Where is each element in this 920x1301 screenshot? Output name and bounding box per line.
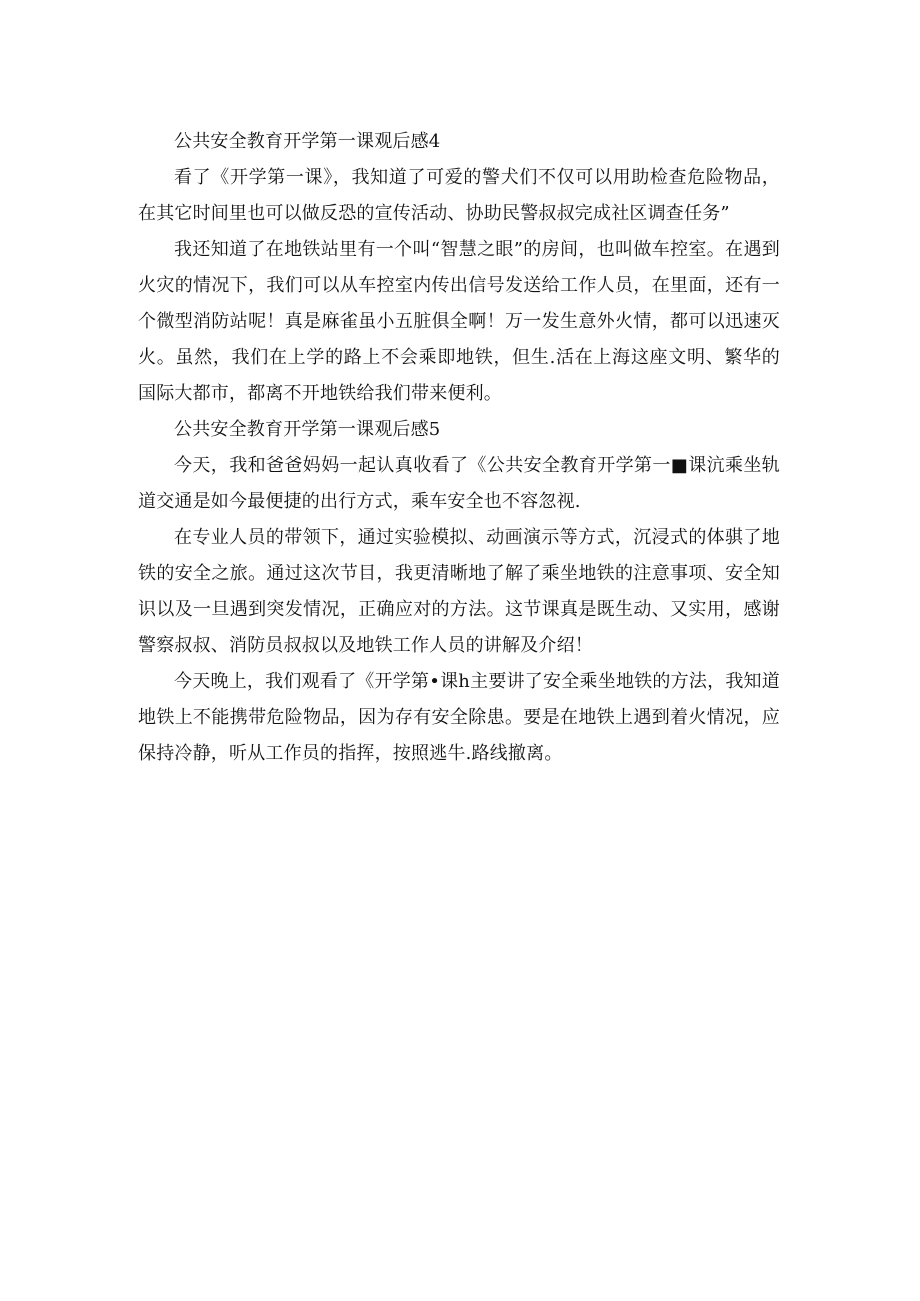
paragraph-control-room: 我还知道了在地铁站里有一个叫“智慧之眼”的房间，也叫做车控室。在遇到火灾的情况下，我们可以从车控室内传出信号发送给工作人员，在里面，还有一个微型消防站呢！真是麻雀虽小五脏俱全啊！万一发生意外火情，都可以迅速灭火。虽然，我们在上学的路上不会乘即地铁，但生.活在上海这座文明、繁华的国际大都市，都离不开地铁给我们带来便利。 [138, 239, 780, 404]
paragraph-police-dogs: 看了《开学第一课》，我知道了可爱的警犬们不仅可以用助检查危险物品，在其它时间里也可以做反恐的宣传活动、协助民警叔叔完成社区调查任务” [138, 167, 780, 224]
paragraph-watching-program: 今天，我和爸爸妈妈一起认真收看了《公共安全教育开学第一■课沆乘坐轨道交通是如今最便捷的出行方式，乘车安全也不容忽视. [138, 455, 780, 512]
document-body [138, 124, 780, 772]
paragraph-evening-viewing: 今天晚上，我们观看了《开学第•课h主要讲了安全乘坐地铁的方法，我知道地铁上不能携带危险物品，因为存有安全除患。要是在地铁上遇到着火情况，应保持冷静，听从工作员的指挥，按照逃牛.路线撤离。 [138, 671, 780, 764]
paragraph-professional-guidance: 在专业人员的带领下，通过实验模拟、动画演示等方式，沉浸式的体骐了地铁的安全之旅。通过这次节目，我更清晰地了解了乘坐地铁的注意事项、安全知识以及一旦遇到突发情况，正确应对的方法。这节课真是既生动、又实用，感谢警察叔叔、消防员叔叔以及地铁工作人员的讲解及介绍！ [138, 527, 780, 656]
section-heading-5: 公共安全教育开学第一课观后感5 [174, 419, 441, 440]
section-heading-4: 公共安全教育开学第一课观后感4 [174, 131, 441, 152]
